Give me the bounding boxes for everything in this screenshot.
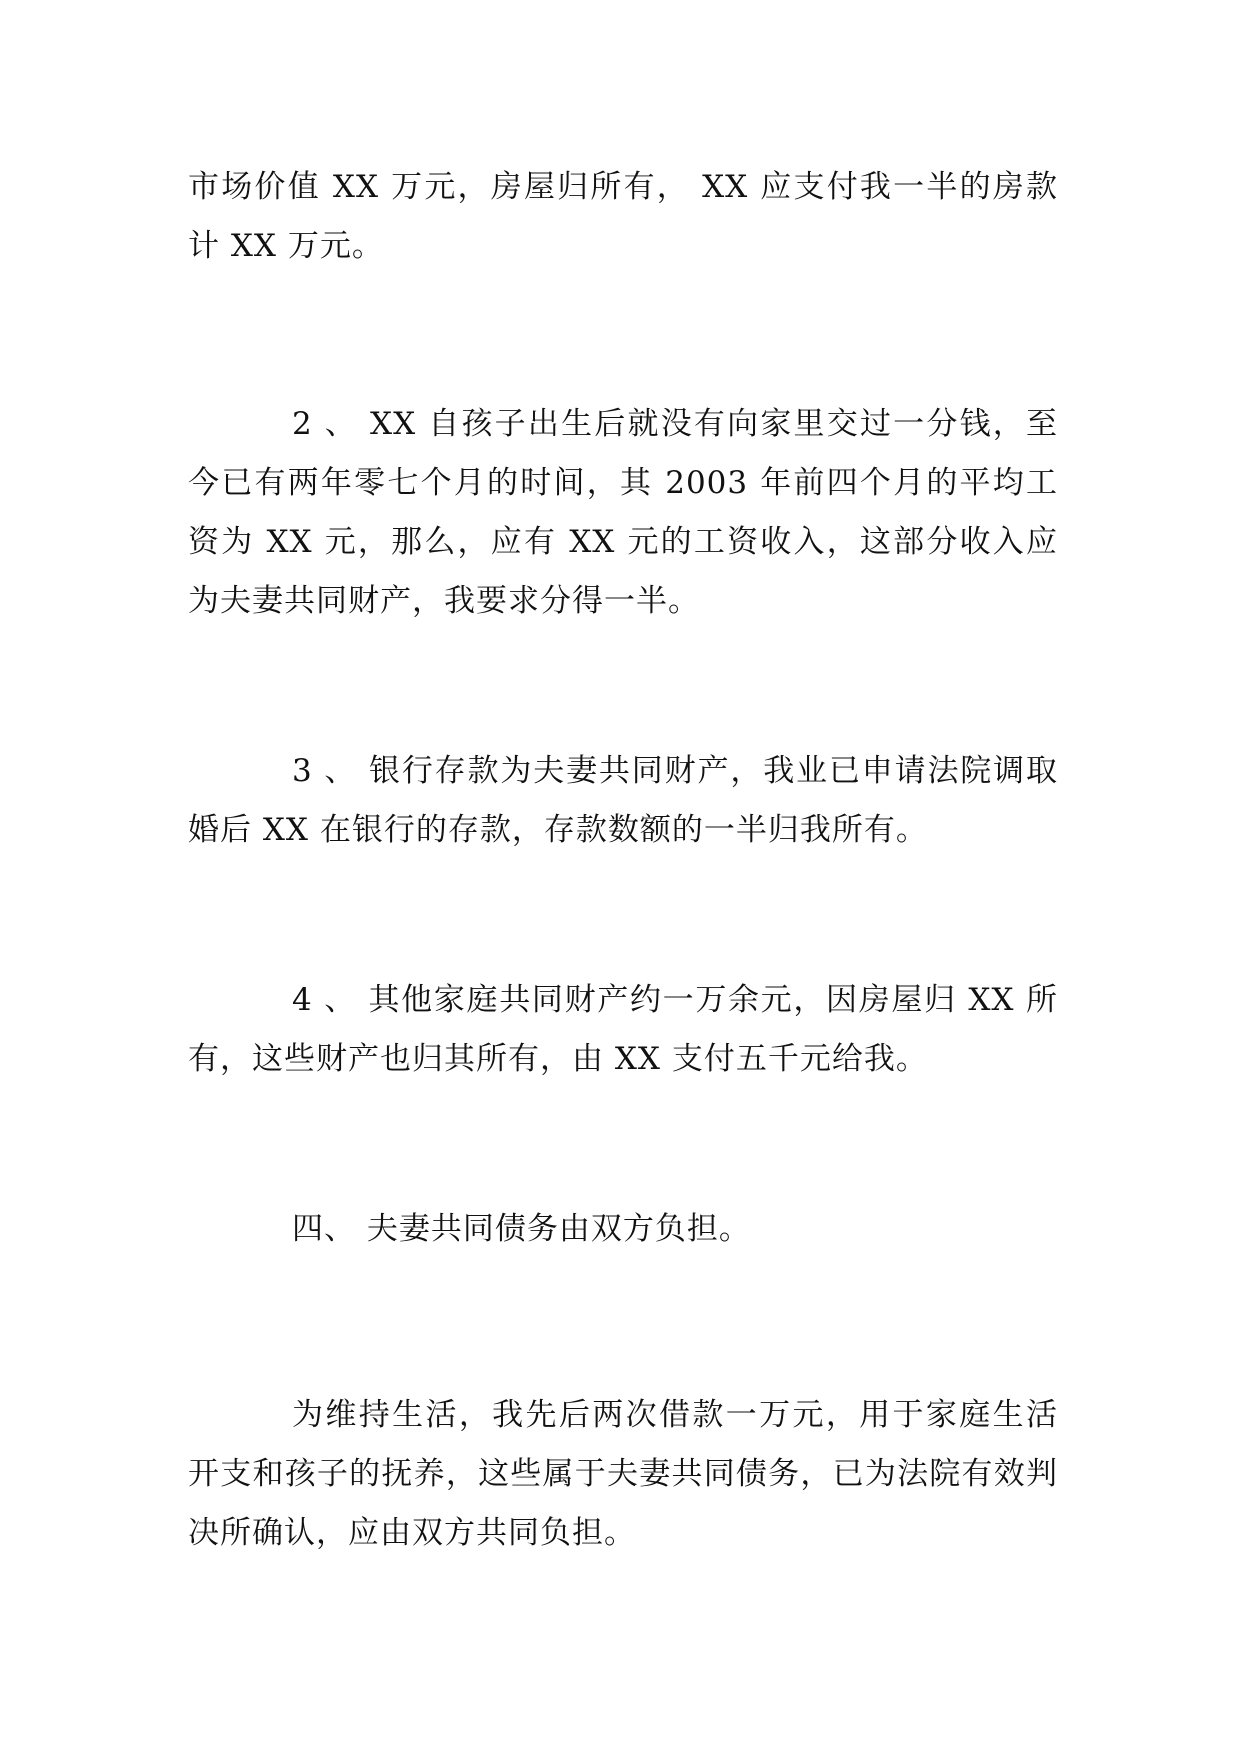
paragraph-debt-details: 为维持生活，我先后两次借款一万元，用于家庭生活开支和孩子的抚养，这些属于夫妻共同债务，已为法院有效判决所确认，应由双方共同负担。 xyxy=(188,1397,1058,1551)
section-heading-joint-debts: 四、 夫妻共同债务由双方负担。 xyxy=(292,1211,751,1247)
paragraph-house-value: 市场价值 XX 万元，房屋归所有， XX 应支付我一半的房款计 XX 万元。 xyxy=(188,169,1058,264)
paragraph-item-2-wages: 2 、 XX 自孩子出生后就没有向家里交过一分钱，至今已有两年零七个月的时间，其 2003 年前四个月的平均工资为 XX 元，那么，应有 XX 元的工资收入，这部分收入应为夫妻共同财产，我要求分得一半。 xyxy=(188,406,1058,619)
paragraph-item-4-other-property: 4 、 其他家庭共同财产约一万余元，因房屋归 XX 所有，这些财产也归其所有，由 XX 支付五千元给我。 xyxy=(188,982,1058,1077)
paragraph-item-3-deposits: 3 、 银行存款为夫妻共同财产，我业已申请法院调取婚后 XX 在银行的存款，存款数额的一半归我所有。 xyxy=(188,753,1058,848)
